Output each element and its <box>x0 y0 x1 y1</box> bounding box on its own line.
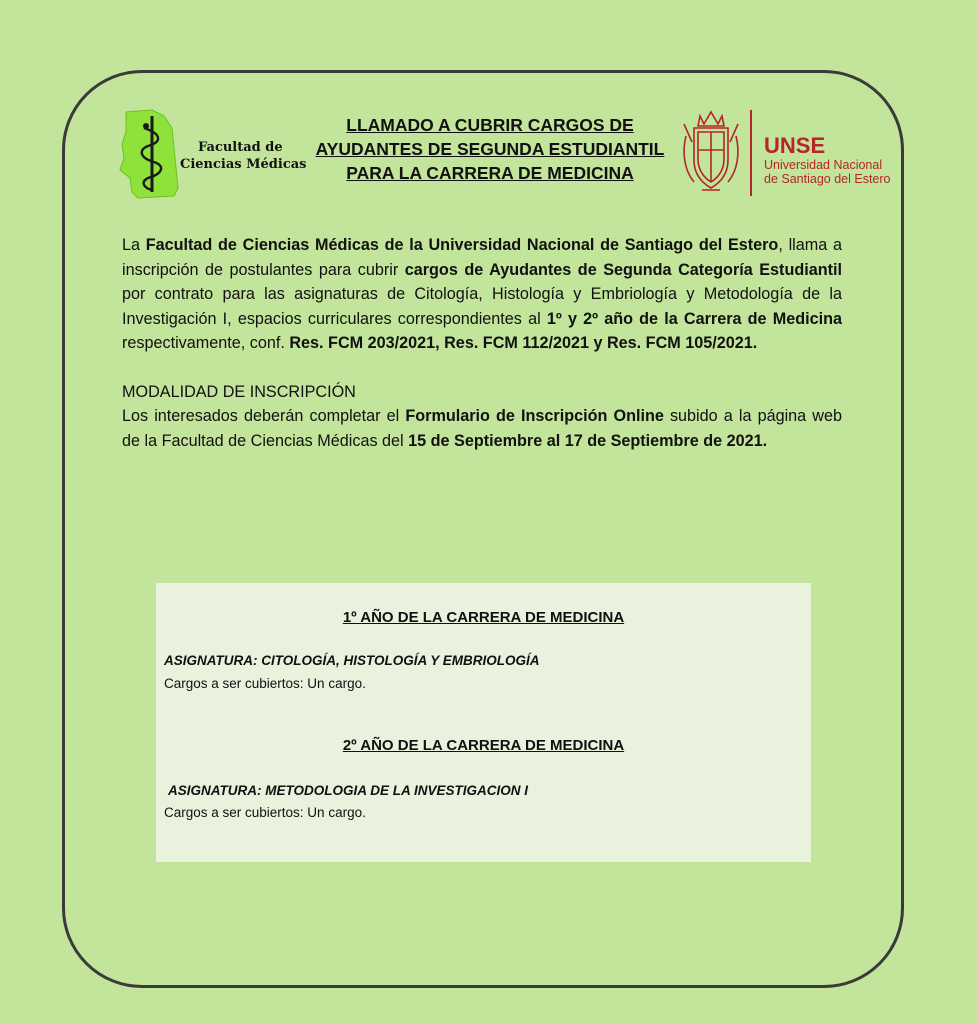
year1-heading: 1º AÑO DE LA CARRERA DE MEDICINA <box>342 609 625 626</box>
announcement-body <box>122 233 842 453</box>
university-logo-text <box>764 134 890 186</box>
year1-subject: ASIGNATURA: CITOLOGÍA, HISTOLOGÍA Y EMBRIOLOGÍA <box>164 653 540 668</box>
year2-heading: 2º AÑO DE LA CARRERA DE MEDICINA <box>342 737 625 754</box>
university-line2: de Santiago del Estero <box>764 172 891 186</box>
intro-text: por contrato para las asignaturas de Citología, Histología y Embriología y Metodología de la Investigación I, espacios curriculares correspondientes al <box>122 285 842 328</box>
positions-box <box>156 583 811 862</box>
intro-text: respectivamente, conf. <box>122 334 290 352</box>
faculty-logo-text <box>180 139 306 173</box>
year2-cargos: Cargos a ser cubiertos: Un cargo. <box>164 805 366 820</box>
university-divider <box>750 110 752 196</box>
page-title <box>305 113 675 185</box>
faculty-logo-line1: Facultad de <box>198 140 283 155</box>
title-line3: PARA LA CARRERA DE MEDICINA <box>346 163 634 183</box>
intro-text: , llama a inscripción de postulantes para cubrir <box>122 236 842 279</box>
title-line1: LLAMADO A CUBRIR CARGOS DE <box>346 115 634 135</box>
modalidad-heading: MODALIDAD DE INSCRIPCIÓN <box>122 382 356 401</box>
online-form-name: Formulario de Inscripción Online <box>405 407 664 425</box>
faculty-logo-line2: Ciencias Médicas <box>180 157 307 172</box>
title-line2: AYUDANTES DE SEGUNDA ESTUDIANTIL <box>315 139 665 159</box>
university-seal-icon <box>680 106 742 194</box>
university-line1: Universidad Nacional <box>764 158 883 172</box>
registration-dates: 15 de Septiembre al 17 de Septiembre de 2021. <box>408 431 768 450</box>
intro-position: cargos de Ayudantes de Segunda Categoría Estudiantil <box>404 260 842 279</box>
intro-faculty-name: Facultad de Ciencias Médicas de la Universidad Nacional de Santiago del Estero <box>145 236 779 254</box>
intro-text: La <box>122 236 146 254</box>
year2-subject: ASIGNATURA: METODOLOGIA DE LA INVESTIGACION I <box>168 783 529 798</box>
modalidad-paragraph <box>122 404 842 453</box>
university-abbr: UNSE <box>764 133 826 158</box>
modalidad-text: subido a la página web de la Facultad de Ciencias Médicas del <box>122 407 842 450</box>
year1-cargos: Cargos a ser cubiertos: Un cargo. <box>164 676 366 691</box>
intro-years: 1º y 2º año de la Carrera de Medicina <box>546 309 843 328</box>
intro-paragraph <box>122 233 842 356</box>
intro-resolutions: Res. FCM 203/2021, Res. FCM 112/2021 y Res. FCM 105/2021. <box>289 334 758 352</box>
modalidad-text: Los interesados deberán completar el <box>122 407 406 425</box>
